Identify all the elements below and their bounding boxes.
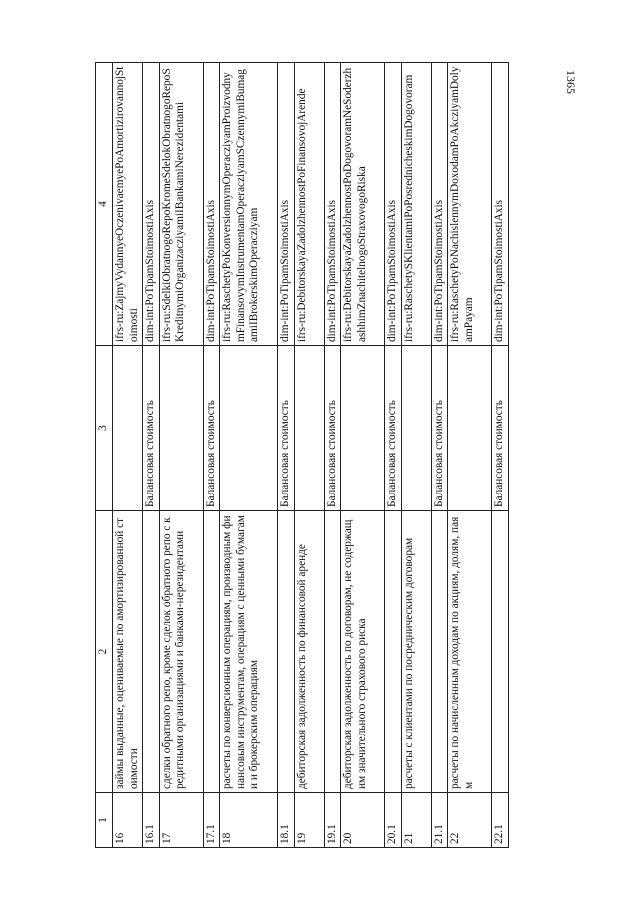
description-cell: расчеты по конверсионным операциям, производным финансовым инструментам, операциям с ценными бумагами и брокерским операциям: [220, 511, 278, 793]
measure-cell: [159, 346, 203, 511]
measure-cell: Балансовая стоимость: [143, 346, 160, 511]
row-number-cell: 19.1: [324, 793, 341, 848]
measure-cell: [341, 346, 385, 511]
xbrl-mapping-table: [95, 62, 509, 848]
row-number-cell: 20: [341, 793, 385, 848]
description-cell: сделки обратного репо, кроме сделок обратного репо с кредитными организациями и банками-нерезидентами: [159, 511, 203, 793]
row-number-cell: 21.1: [431, 793, 448, 848]
column-header: 2: [96, 511, 113, 793]
table-row: [448, 63, 492, 848]
measure-cell: Балансовая стоимость: [203, 346, 220, 511]
measure-cell: Балансовая стоимость: [324, 346, 341, 511]
description-cell: [324, 511, 341, 793]
description-cell: [385, 511, 402, 793]
column-header: 3: [96, 346, 113, 511]
row-number-cell: 22.1: [492, 793, 509, 848]
row-number-cell: 17.1: [203, 793, 220, 848]
element-cell: ifrs-ru:RaschetyPoNachislennymDoxodamPoAkcziyamDolyamPayam: [448, 63, 492, 346]
element-cell: ifrs-ru:SdelkiObratnogoRepoKromeSdelokObratnogoRepoSKreditnymiOrganizacziyamiIBankamiNerezidentami: [159, 63, 203, 346]
table-row: [143, 63, 160, 848]
description-cell: [431, 511, 448, 793]
measure-cell: Балансовая стоимость: [278, 346, 295, 511]
description-cell: [143, 511, 160, 793]
row-number-cell: 17: [159, 793, 203, 848]
table-row: [159, 63, 203, 848]
element-cell: dim-int:PoTipamStoimostiAxis: [492, 63, 509, 346]
measure-cell: Балансовая стоимость: [385, 346, 402, 511]
description-cell: расчеты с клиентами по посредническим договорам: [401, 511, 431, 793]
description-cell: расчеты по начисленным доходам по акциям, долям, паям: [448, 511, 492, 793]
table-row: [431, 63, 448, 848]
table-row: [341, 63, 385, 848]
measure-cell: [448, 346, 492, 511]
measure-cell: [220, 346, 278, 511]
row-number-cell: 16.1: [143, 793, 160, 848]
measure-cell: Балансовая стоимость: [492, 346, 509, 511]
row-number-cell: 21: [401, 793, 431, 848]
table-row: [278, 63, 295, 848]
table-row: [294, 63, 324, 848]
element-cell: dim-int:PoTipamStoimostiAxis: [203, 63, 220, 346]
row-number-cell: 19: [294, 793, 324, 848]
table-row: [203, 63, 220, 848]
row-number-cell: 22: [448, 793, 492, 848]
table-body: [113, 63, 509, 848]
measure-cell: [294, 346, 324, 511]
description-cell: займы выданные, оцениваемые по амортизированной стоимости: [113, 511, 143, 793]
measure-cell: [401, 346, 431, 511]
page-number: 1365: [564, 70, 578, 94]
element-cell: dim-int:PoTipamStoimostiAxis: [143, 63, 160, 346]
row-number-cell: 20.1: [385, 793, 402, 848]
row-number-cell: 16: [113, 793, 143, 848]
table-row: [220, 63, 278, 848]
table-row: [385, 63, 402, 848]
element-cell: dim-int:PoTipamStoimostiAxis: [385, 63, 402, 346]
table-row: [113, 63, 143, 848]
element-cell: ifrs-ru:RaschetySKlientamiPoPosrednicheskimDogovoram: [401, 63, 431, 346]
row-number-cell: 18: [220, 793, 278, 848]
description-cell: [492, 511, 509, 793]
measure-cell: Балансовая стоимость: [431, 346, 448, 511]
description-cell: [203, 511, 220, 793]
table-row: [324, 63, 341, 848]
table-row: [492, 63, 509, 848]
element-cell: ifrs-ru:DebitorskayaZadolzhennostPoDogovoramNeSoderzhashhimZnachitelnogoStraxovogoRiska: [341, 63, 385, 346]
element-cell: dim-int:PoTipamStoimostiAxis: [278, 63, 295, 346]
element-cell: ifrs-ru:DebitorskayaZadolzhennostPoFinansovojArende: [294, 63, 324, 346]
column-header: 1: [96, 793, 113, 848]
element-cell: dim-int:PoTipamStoimostiAxis: [324, 63, 341, 346]
description-cell: [278, 511, 295, 793]
element-cell: dim-int:PoTipamStoimostiAxis: [431, 63, 448, 346]
table-header-row: [96, 63, 113, 848]
column-header: 4: [96, 63, 113, 346]
element-cell: ifrs-ru:RaschetyPoKonversionnymOperacziyamProizvodnymFinansovymInstrumentamOperacziyamSCzennymiBumagamiIBrokerskimOperacziyam: [220, 63, 278, 346]
measure-cell: [113, 346, 143, 511]
element-cell: ifrs-ru:ZajmyVydannyeOczenivaemyePoAmortizirovannojStoimosti: [113, 63, 143, 346]
description-cell: дебиторская задолженность по финансовой аренде: [294, 511, 324, 793]
description-cell: дебиторская задолженность по договорам, не содержащим значительного страхового риска: [341, 511, 385, 793]
table-row: [401, 63, 431, 848]
row-number-cell: 18.1: [278, 793, 295, 848]
